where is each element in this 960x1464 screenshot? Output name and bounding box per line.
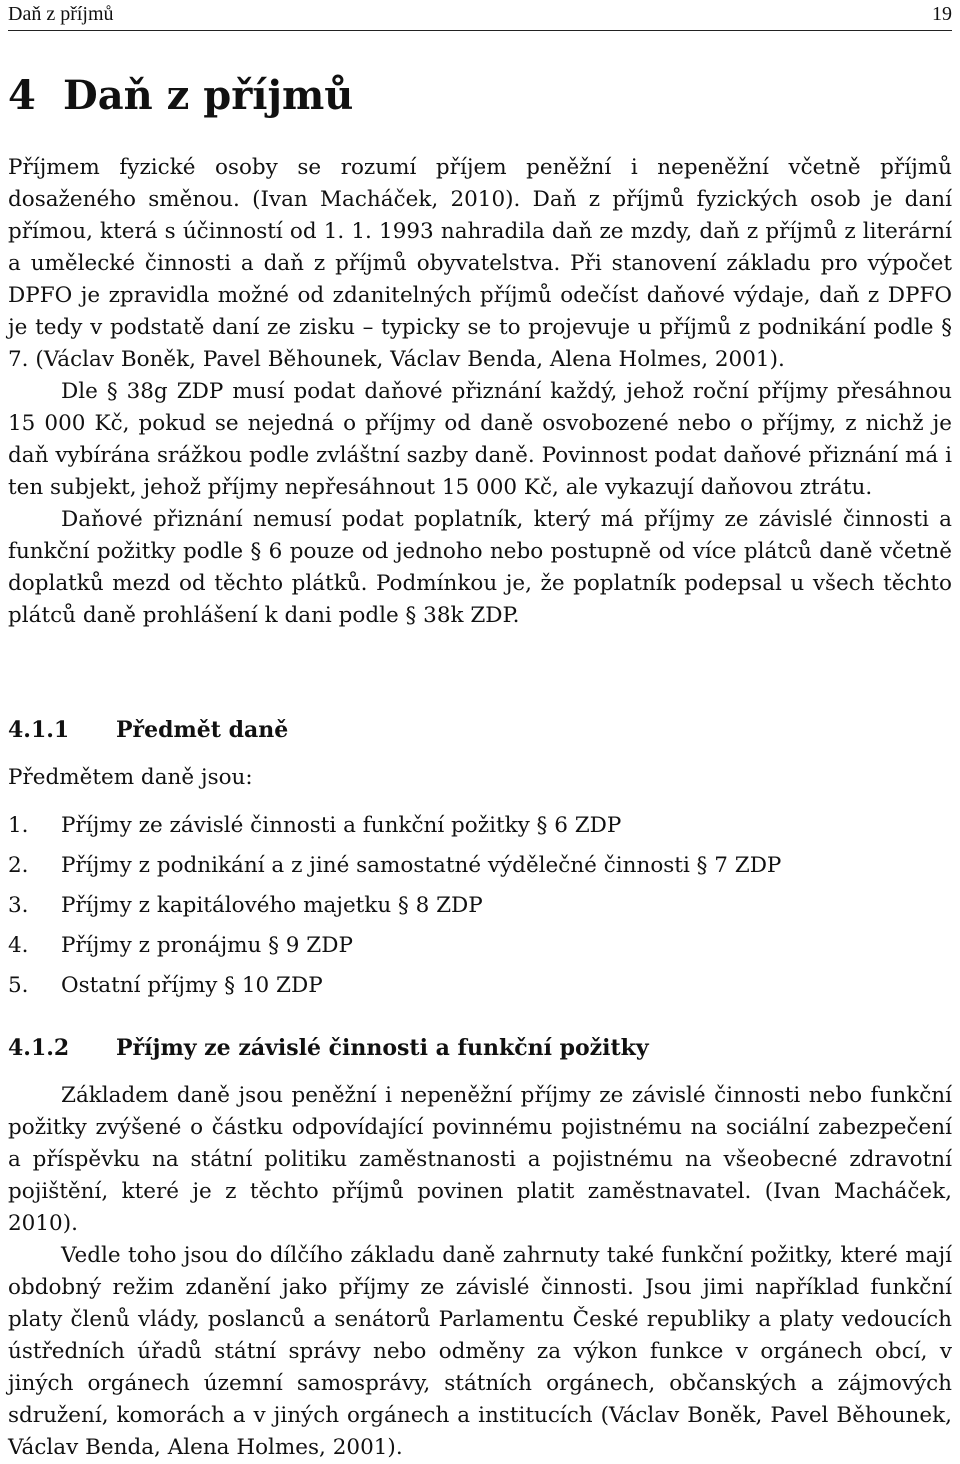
section-heading-4-1-1 [8, 714, 288, 746]
section-number: 4.1.1 [8, 717, 70, 743]
intro-text [8, 152, 952, 632]
subject-of-tax [8, 762, 952, 1006]
intro-paragraph-2: Dle § 38g ZDP musí podat daňové přiznání každý, jehož roční příjmy přesáhnou 15 000 Kč, pokud se nejedná o příjmy od daně osvobozené nebo o příjmy, z nichž je daň vybírána srážkou podle zvláštní sazby daně. Povinnost podat daňové přiznání má i ten subjekt, jehož příjmy nepřesáhnout 15 000 Kč, ale vykazují daňovou ztrátu. [8, 379, 952, 500]
intro-paragraph-1: Příjmem fyzické osoby se rozumí příjem peněžní i nepeněžní včetně příjmů dosaženého směnou. (Ivan Macháček, 2010). Daň z příjmů fyzických osob je daní přímou, která s účinností od 1. 1. 1993 nahradila daň ze mzdy, daň z příjmů z literární a umělecké činnosti a daň z příjmů obyvatelstva. Při stanovení základu pro výpočet DPFO je zpravidla možné od zdanitelných příjmů odečíst daňové výdaje, daň z DPFO je tedy v podstatě daní ze zisku – typicky se to projevuje u příjmů z podnikání podle § 7. (Václav Boněk, Pavel Běhounek, Václav Benda, Alena Holmes, 2001). [8, 155, 952, 372]
section-paragraph-1: Základem daně jsou peněžní i nepeněžní příjmy ze závislé činnosti nebo funkční požitky zvýšené o částku odpovídající povinnému pojistnému na sociální zabezpečení a příspěvku na státní politiku zaměstnanosti a pojistnému na všeobecné zdravotní pojištění, které je z těchto příjmů povinen platit zaměstnavatel. (Ivan Macháček, 2010). [8, 1083, 952, 1236]
intro-paragraph-3: Daňové přiznání nemusí podat poplatník, který má příjmy ze závislé činnosti a funkční požitky podle § 6 pouze od jednoho nebo postupně od více plátců daně včetně doplatků mezd od těchto plátků. Podmínkou je, že poplatník podepsal u všech těchto plátců daně prohlášení k dani podle § 38k ZDP. [8, 507, 952, 628]
running-header [8, 3, 952, 25]
list-item: 2. Příjmy z podnikání a z jiné samostatné výdělečné činnosti § 7 ZDP [8, 853, 782, 878]
income-types-list [8, 806, 952, 1006]
chapter-number: 4 [8, 72, 36, 119]
page-number: 19 [932, 3, 952, 25]
chapter-heading [8, 68, 353, 124]
section-title: Předmět daně [116, 717, 289, 743]
section-heading-4-1-2 [8, 1032, 649, 1064]
list-item: 4. Příjmy z pronájmu § 9 ZDP [8, 933, 353, 958]
list-item: 1. Příjmy ze závislé činnosti a funkční požitky § 6 ZDP [8, 813, 622, 838]
list-item: 5. Ostatní příjmy § 10 ZDP [8, 973, 323, 998]
list-item: 3. Příjmy z kapitálového majetku § 8 ZDP [8, 893, 483, 918]
section-number: 4.1.2 [8, 1035, 70, 1061]
section-title: Příjmy ze závislé činnosti a funkční požitky [116, 1035, 649, 1061]
running-header-title: Daň z příjmů [8, 3, 114, 25]
employment-income-text [8, 1080, 952, 1464]
section-paragraph-2: Vedle toho jsou do dílčího základu daně zahrnuty také funkční požitky, které mají obdobný režim zdanění jako příjmy ze závislé činnosti. Jsou jimi například funkční platy členů vlády, poslanců a senátorů Parlamentu České republiky a platy vedoucích ústředních úřadů státní správy nebo odměny za výkon funkce v orgánech obcí, v jiných orgánech územní samosprávy, státních orgánech, občanských a zájmových sdružení, komorách a v jiných orgánech a institucích (Václav Boněk, Pavel Běhounek, Václav Benda, Alena Holmes, 2001). [8, 1243, 952, 1460]
chapter-title: Daň z příjmů [63, 72, 354, 119]
header-divider [8, 30, 952, 31]
list-lead: Předmětem daně jsou: [8, 765, 253, 790]
